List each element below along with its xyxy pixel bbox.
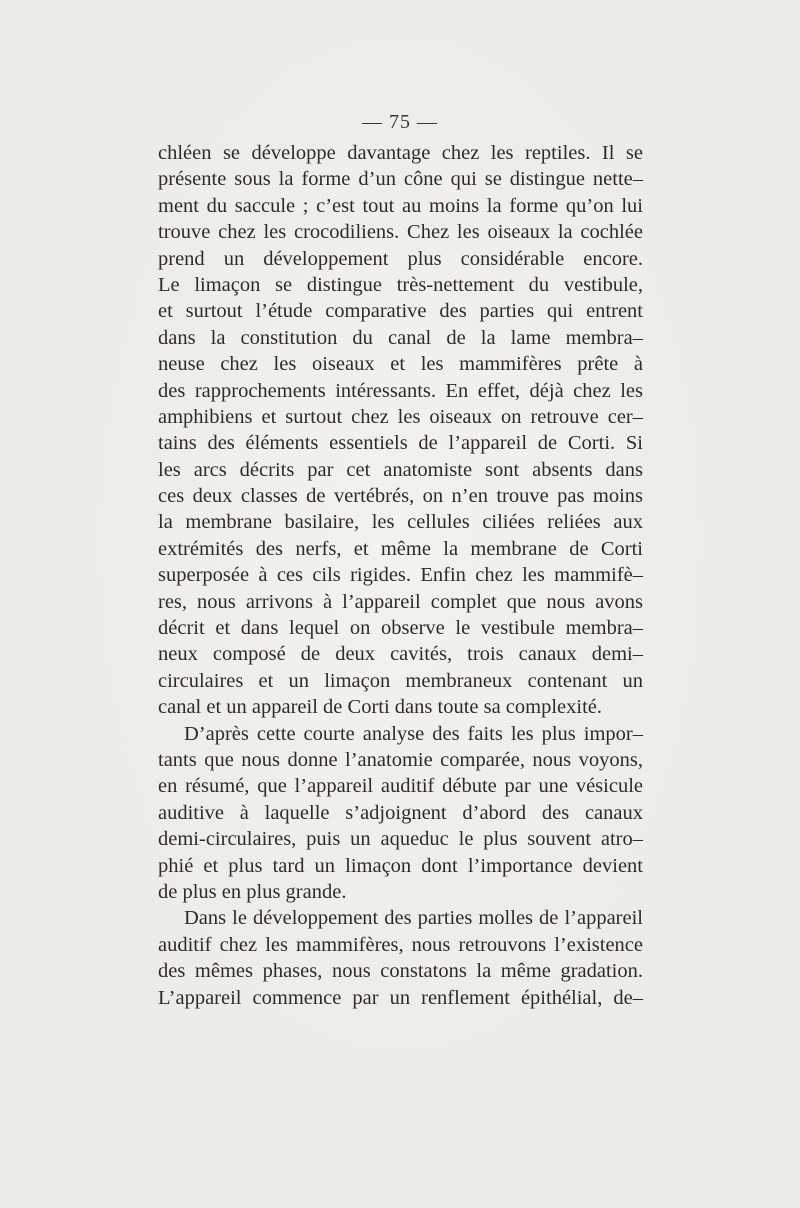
text-line: res, nous arrivons à l’appareil complet que nous avons <box>158 590 643 613</box>
text-line: dans la constitution du canal de la lame membra– <box>158 326 643 349</box>
text-line: les arcs décrits par cet anatomiste sont absents dans <box>158 458 643 481</box>
text-line: chléen se développe davantage chez les reptiles. Il se <box>158 142 643 164</box>
body-text <box>158 140 643 1011</box>
paragraph-end-line: canal et un appareil de Corti dans toute sa complexité. <box>158 696 603 719</box>
text-line: présente sous la forme d’un cône qui se distingue nette– <box>158 168 643 191</box>
text-line: tains des éléments essentiels de l’appareil de Corti. Si <box>158 432 643 455</box>
text-line: superposée à ces cils rigides. Enfin chez les mammifè– <box>158 564 643 587</box>
text-line: amphibiens et surtout chez les oiseaux on retrouve cer– <box>158 405 643 428</box>
text-line: des mêmes phases, nous constatons la même gradation. <box>158 960 643 983</box>
text-line: neuse chez les oiseaux et les mammifères prête à <box>158 353 643 376</box>
text-line: ces deux classes de vertébrés, on n’en trouve pas moins <box>158 485 643 508</box>
paragraph-end-line: de plus en plus grande. <box>158 880 347 903</box>
text-line: auditif chez les mammifères, nous retrouvons l’existence <box>158 933 643 956</box>
text-line: décrit et dans lequel on observe le vestibule membra– <box>158 617 643 640</box>
text-line: L’appareil commence par un renflement épithélial, de– <box>158 986 643 1009</box>
text-line: Le limaçon se distingue très-nettement du vestibule, <box>158 273 643 296</box>
paragraph-start-line: Dans le développement des parties molles de l’appareil <box>184 907 643 930</box>
text-line: la membrane basilaire, les cellules ciliées reliées aux <box>158 511 643 534</box>
text-line: tants que nous donne l’anatomie comparée, nous voyons, <box>158 748 643 771</box>
text-line: extrémités des nerfs, et même la membrane de Corti <box>158 537 643 560</box>
text-line: phié et plus tard un limaçon dont l’importance devient <box>158 854 643 877</box>
text-line: et surtout l’étude comparative des parties qui entrent <box>158 300 643 323</box>
text-line: neux composé de deux cavités, trois canaux demi– <box>158 643 643 666</box>
text-line: prend un développement plus considérable encore. <box>158 247 643 270</box>
text-line: en résumé, que l’appareil auditif débute par une vésicule <box>158 775 643 798</box>
text-line: ment du saccule ; c’est tout au moins la forme qu’on lui <box>158 194 643 217</box>
paragraph-start-line: D’après cette courte analyse des faits les plus impor– <box>184 722 643 745</box>
text-line: demi-circulaires, puis un aqueduc le plus souvent atro– <box>158 828 643 851</box>
page-number: — 75 — <box>362 111 438 133</box>
text-line: des rapprochements intéressants. En effet, déjà chez les <box>158 379 643 402</box>
text-line: auditive à laquelle s’adjoignent d’abord des canaux <box>158 801 643 824</box>
text-line: circulaires et un limaçon membraneux contenant un <box>158 669 643 692</box>
text-line: trouve chez les crocodiliens. Chez les oiseaux la cochlée <box>158 221 643 244</box>
